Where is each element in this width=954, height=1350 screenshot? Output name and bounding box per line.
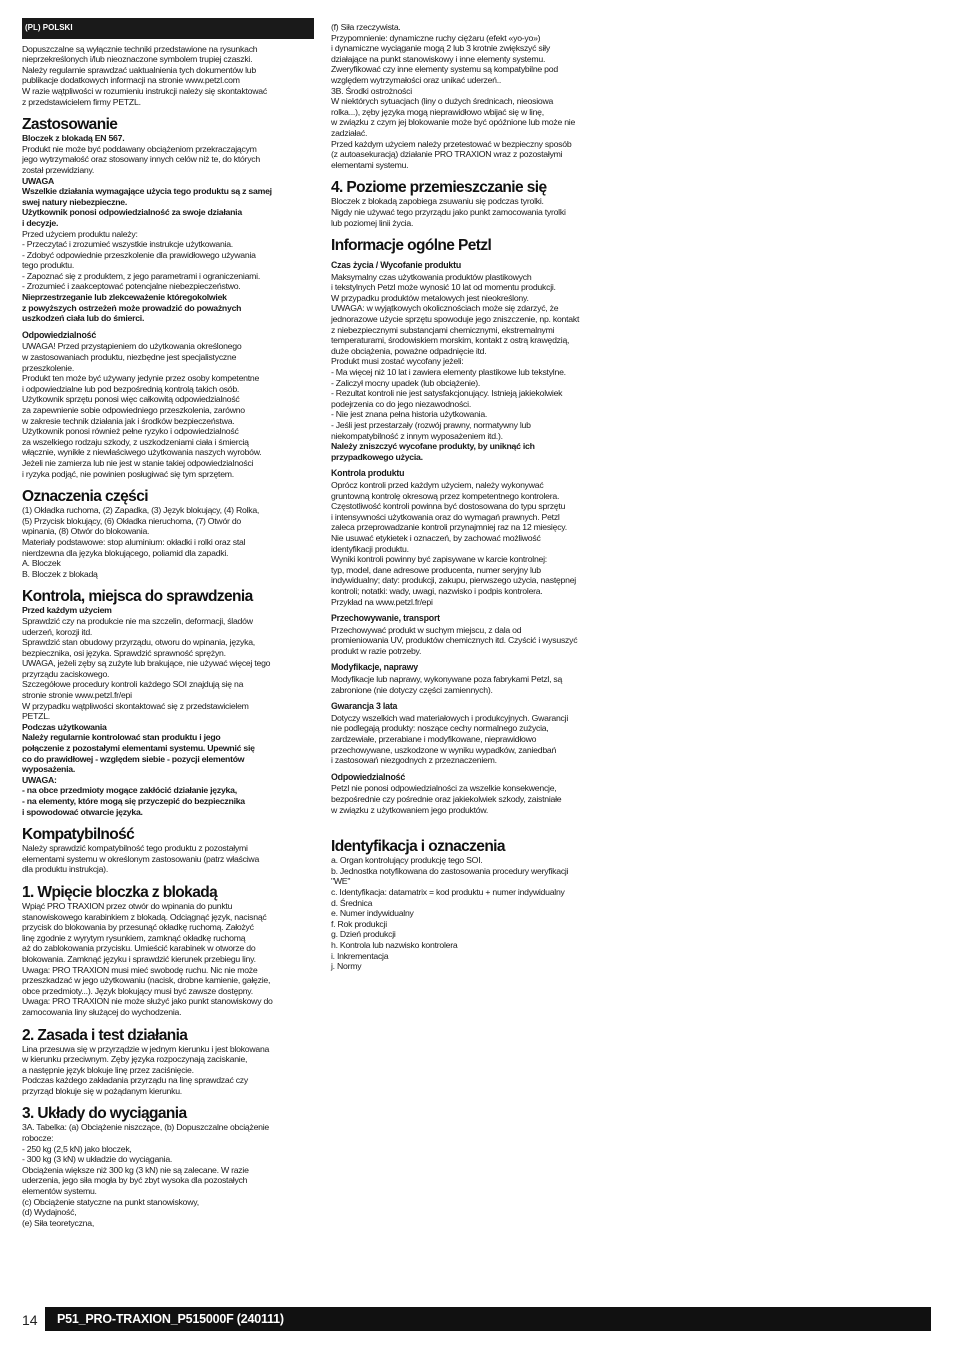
warning-text bbox=[22, 186, 314, 228]
text-line: Zweryfikować czy inne elementy systemu są kompatybilne pod bbox=[331, 64, 558, 75]
text-line: za zapewnienie sobie odpowiedniego przeszkolenia, zarówno bbox=[22, 405, 245, 415]
text-line: indywidualny; daty: produkcji, zakupu, pierwszego użycia, następnej bbox=[331, 575, 576, 586]
text-line: j. Normy bbox=[331, 961, 362, 972]
text-line: bezpiecznika, osi języka. Sprawdzić sprawność sprężyn. bbox=[22, 647, 226, 658]
text-line: Uwaga: PRO TRAXION nie może służyć jako punkt stanowiskowy do bbox=[22, 996, 273, 1007]
text-line: 3A. Tabelka: (a) Obciążenie niszczące, (b) Dopuszczalne obciążenie bbox=[22, 1122, 269, 1133]
text-line: zabronione (nie dotyczy części zamiennych). bbox=[331, 684, 493, 695]
text-line: i zastosowań niezgodnych z przeznaczeniem. bbox=[331, 755, 497, 766]
text-line: Petzl nie ponosi odpowiedzialności za wszelkie konsekwencje, bbox=[331, 783, 557, 794]
text-line: - Nie jest znana pełna historia użytkowania. bbox=[331, 409, 488, 420]
text-line: Produkt musi zostać wycofany jeżeli: bbox=[331, 356, 464, 367]
text-line: Należy regularnie sprawdzać uaktualnienia tych dokumentów lub bbox=[22, 64, 256, 75]
text-line: a. Organ kontrolujący produkcję tego SOI. bbox=[331, 855, 483, 866]
text-line: Należy regularnie kontrolować stan produktu i jego bbox=[22, 732, 221, 743]
text-line: podejrzenia co do jego niezawodności. bbox=[331, 398, 471, 409]
text-line: Nieprzestrzeganie lub zlekceważenie któregokolwiek bbox=[22, 292, 227, 303]
text-line: identyfikacji produktu. bbox=[331, 543, 409, 554]
text-line: przechowywane, uszkodzone w wyniku wypadków, zaniedbań bbox=[331, 744, 557, 755]
text-line: w zastosowaniach produktu, niezbędne jest specjalistyczne bbox=[22, 352, 237, 363]
text-line: Częstotliwość kontroli powinna być dostosowana do typu sprzętu bbox=[331, 501, 566, 512]
text-line: g. Dzień produkcji bbox=[331, 929, 396, 940]
text-line: z przedstawicielem firmy PETZL. bbox=[22, 96, 141, 107]
text-line: z powyższych ostrzeżeń może prowadzić do poważnych bbox=[22, 302, 242, 313]
warning-text bbox=[331, 441, 623, 462]
paragraph bbox=[22, 144, 314, 176]
text-line: 3B. Środki ostrożności bbox=[331, 85, 412, 96]
text-line: tego produktu. bbox=[22, 260, 75, 271]
text-line: - Zapoznać się z produktem, z jego parametrami i ograniczeniami. bbox=[22, 270, 260, 281]
text-line: - na obce przedmioty mogące zakłócić działanie języka, bbox=[22, 785, 237, 796]
text-line: dla produktu instrukcja). bbox=[22, 864, 108, 875]
text-line: przyrządu zaciskowego. bbox=[22, 668, 110, 679]
paragraph bbox=[331, 22, 623, 170]
subtitle: Przed każdym użyciem bbox=[22, 605, 112, 616]
paragraph bbox=[331, 272, 623, 442]
text-line: temperaturami, środowiskiem morskim, kontakt z ostrą krawędzią, bbox=[331, 335, 570, 346]
text-line: Należy sprawdzić kompatybilność tego produktu z pozostałymi bbox=[22, 843, 248, 854]
paragraph bbox=[331, 480, 623, 607]
text-line: typ, model, dane adresowe producenta, numer seryjny lub bbox=[331, 564, 541, 575]
text-line: uszkodzeń ciała lub do śmierci. bbox=[22, 313, 145, 324]
text-line: - Rezultat kontroli nie jest satysfakcjonujący. Istnieją jakiekolwiek bbox=[331, 388, 563, 399]
text-line: i dynamiczne wyciąganie mogą 2 lub 3 krotnie zwiększyć siły bbox=[331, 43, 550, 54]
section-title-info: Informacje ogólne Petzl bbox=[331, 237, 492, 255]
text-line: (c) Obciążenie statyczne na punkt stanowiskowy, bbox=[22, 1196, 199, 1207]
text-line: gruntowną kontrolę okresową przez kompetentnego kontrolera. bbox=[331, 490, 560, 501]
text-line: UWAGA, jeżeli zęby są zużyte lub brakujące, nie używać więcej tego bbox=[22, 658, 271, 669]
text-line: przypadkowego użycia. bbox=[331, 451, 423, 462]
text-line: B. Bloczek z blokadą bbox=[22, 568, 98, 579]
paragraph bbox=[331, 855, 623, 972]
text-line: Wszelkie działania wymagające użycia tego produktu są z samej bbox=[22, 186, 272, 197]
text-line: duże obciążenia, poważne odpadnięcie itd. bbox=[331, 345, 487, 356]
text-line: i odpowiedzialne lub pod bezpośrednią kontrolą takich osób. bbox=[22, 383, 240, 394]
language-header: (PL) POLSKI bbox=[22, 18, 314, 39]
text-line: działające na punkt stanowiskowy i inne elementy systemu. bbox=[331, 53, 546, 64]
section-title-kontrola: Kontrola, miejsca do sprawdzenia bbox=[22, 588, 253, 606]
text-line: i. Inkrementacja bbox=[331, 950, 389, 961]
text-line: linę zgodnie z wyrytym rysunkiem, zamknąć okładkę ruchomą bbox=[22, 932, 246, 943]
text-line: (e) Siła teoretyczna, bbox=[22, 1217, 95, 1228]
subheading-gwarancja: Gwarancja 3 lata bbox=[331, 701, 398, 712]
text-line: uderzenia, jego siła mogła by być zbyt wysoka dla pozostałych bbox=[22, 1175, 248, 1186]
text-line: stronie stronie www.petzl.fr/epi bbox=[22, 690, 132, 701]
text-line: i ryzyka podjąć, nie powinien posługiwać się tym sprzętem. bbox=[22, 468, 234, 479]
text-line: - Jeśli jest przestarzały (rozwój prawny, normatywny lub bbox=[331, 420, 531, 430]
text-line: nie podlegają produkty: noszące cechy normalnego zużycia, bbox=[331, 723, 549, 734]
text-line: c. Identyfikacja: datamatrix = kod produktu + numer indywidualny bbox=[331, 886, 565, 897]
text-line: rolka...), zęby języka mogą nieprawidłowo wbijać się w linę, bbox=[331, 106, 544, 117]
text-line: a następnie język blokuje linę przez zaciśnięcie. bbox=[22, 1064, 194, 1075]
text-line: Uwaga: PRO TRAXION musi mieć swobodę ruchu. Nic nie może bbox=[22, 964, 258, 975]
text-line: - Przeczytać i zrozumieć wszystkie instrukcje użytkowania. bbox=[22, 239, 233, 250]
text-line: Przed każdym użyciem należy przetestować w bezpieczny sposób bbox=[331, 138, 572, 149]
subtitle: Podczas użytkowania bbox=[22, 721, 107, 732]
text-line: W przypadku produktów metalowych jest nieokreślony. bbox=[331, 292, 529, 303]
text-line: zaleca przeprowadzanie kontroli przynajmniej raz na 12 miesięcy. bbox=[331, 522, 567, 533]
text-line: - 300 kg (3 kN) w układzie do wyciągania. bbox=[22, 1154, 173, 1165]
text-line: Przed użyciem produktu należy: bbox=[22, 228, 138, 239]
text-line: lub poziomej linii życia. bbox=[331, 217, 414, 228]
text-line: kontroli; notatki: wady, uwagi, nazwisko i podpis kontrolera. bbox=[331, 585, 543, 596]
text-line: publikacje dodatkowych informacji na stronie www.petzl.com bbox=[22, 75, 240, 86]
subheading-odpowiedzialnosc: Odpowiedzialność bbox=[331, 771, 406, 782]
text-line: e. Numer indywidualny bbox=[331, 908, 414, 919]
text-line: przeszkolenie. bbox=[22, 362, 75, 373]
text-line: nierdzewna dla języka blokującego, poliamid dla zapadki. bbox=[22, 547, 229, 558]
intro-text bbox=[22, 44, 314, 108]
text-line: Sprawdzić stan obudowy przyrządu, otworu do wpinania, języka, bbox=[22, 637, 255, 648]
text-line: i spowodować otwarcie języka. bbox=[22, 806, 143, 817]
text-line: z niebezpiecznymi substancjami chemicznymi, ekstremalnymi bbox=[331, 324, 555, 335]
text-line: nieprzekreślonych i/lub nieoznaczone symbolem trupiej czaszki. bbox=[22, 54, 253, 65]
text-line: za wszelkiego rodzaju szkody, z uszkodzeniami ciała i śmiercią bbox=[22, 436, 249, 447]
text-line: jednorazowe użycie sprzętu spowoduje jego zniszczenie, np. kontakt bbox=[331, 314, 580, 325]
text-line: Bloczek z blokadą zapobiega zsuwaniu się podczas tyrolki. bbox=[331, 196, 544, 207]
text-line: (5) Przycisk blokujący, (6) Okładka nieruchoma, (7) Otwór do bbox=[22, 515, 241, 526]
text-line: w związku z użytkowaniem jego produktów. bbox=[331, 804, 489, 815]
text-line: UWAGA: bbox=[22, 774, 57, 785]
text-line: połączenie z pozostałymi elementami systemu. Upewnić się bbox=[22, 743, 255, 754]
text-line: "WE" bbox=[331, 876, 351, 887]
text-line: względem wytrzymałości oraz unikać uderzeń.. bbox=[331, 74, 502, 85]
section-title-identyfikacja: Identyfikacja i oznaczenia bbox=[331, 838, 505, 856]
text-line: W przypadku wątpliwości skontaktować się z przedstawicielem bbox=[22, 700, 249, 711]
text-line: i tekstylnych Petzl może wynosić 10 lat od momentu produkcji. bbox=[331, 282, 556, 293]
text-line: aż do zablokowania przycisku. Umieścić karabinek w otworze do bbox=[22, 943, 256, 954]
paragraph bbox=[22, 505, 314, 579]
text-line: Materiały podstawowe: stop aluminium: okładki i rolki oraz stal bbox=[22, 536, 246, 547]
text-line: został przewidziany. bbox=[22, 164, 95, 175]
document-reference: P51_PRO-TRAXION_P515000F (240111) bbox=[45, 1307, 931, 1331]
text-line: Dopuszczalne są wyłącznie techniki przedstawione na rysunkach bbox=[22, 43, 258, 54]
warning-text bbox=[22, 732, 314, 817]
text-line: promieniowania UV, produktów chemicznych itd. Czyścić i wysuszyć bbox=[331, 635, 578, 646]
text-line: w związku z czym jej blokowanie może być opóźnione lub może nie bbox=[331, 117, 576, 128]
text-line: zamocowania liny służącej do wychodzenia. bbox=[22, 1006, 182, 1017]
paragraph bbox=[331, 196, 623, 228]
section-title-oznaczenia: Oznaczenia części bbox=[22, 488, 148, 506]
text-line: w kierunku przeciwnym. Zęby języka rozpoczynają zaciskanie, bbox=[22, 1054, 248, 1065]
paragraph bbox=[22, 843, 314, 875]
text-line: Wyniki kontroli powinny być zapisywane w karcie kontrolnej: bbox=[331, 554, 547, 565]
subheading-odpowiedzialnosc: Odpowiedzialność bbox=[22, 329, 97, 340]
text-line: UWAGA! Przed przystąpieniem do użytkowania określonego bbox=[22, 341, 242, 352]
text-line: niekompatybilność z innym wyposażeniem itd.). bbox=[331, 430, 503, 441]
text-line: blokowania. Zamknąć języku i sprawdzić kierunek przebiegu liny. bbox=[22, 953, 256, 964]
text-line: elementami systemu w określonym zastosowaniu (patrz właściwa bbox=[22, 853, 260, 864]
text-line: Produkt nie może być poddawany obciążeniom przekraczającym bbox=[22, 143, 257, 154]
subheading-przechowywanie: Przechowywanie, transport bbox=[331, 613, 440, 624]
section-title-3: 3. Układy do wyciągania bbox=[22, 1105, 187, 1123]
section-title-2: 2. Zasada i test działania bbox=[22, 1026, 188, 1044]
text-line: h. Kontrola lub nazwisko kontrolera bbox=[331, 939, 458, 950]
paragraph bbox=[22, 341, 314, 479]
text-line: Użytkownik ponosi odpowiedzialność za swoje działania bbox=[22, 207, 242, 218]
text-line: - Zdobyć odpowiednie przeszkolenie dla prawidłowego używania bbox=[22, 249, 256, 260]
text-line: robocze: bbox=[22, 1133, 54, 1144]
text-line: - na elementy, które mogą się przyczepić do bezpiecznika bbox=[22, 796, 245, 806]
text-line: obce przedmioty...). Język blokujący musi być zawsze dostępny. bbox=[22, 985, 253, 996]
text-line: - Ma więcej niż 10 lat i zawiera elementy plastikowe lub tekstylne. bbox=[331, 367, 566, 378]
text-line: Oprócz kontroli przed każdym użyciem, należy wykonywać bbox=[331, 479, 544, 490]
paragraph bbox=[22, 1044, 314, 1097]
page-number: 14 bbox=[22, 1312, 38, 1328]
warning-label: UWAGA bbox=[22, 175, 55, 186]
text-line: Lina przesuwa się w przyrządzie w jednym kierunku i jest blokowana bbox=[22, 1043, 270, 1054]
text-line: wyposażenia. bbox=[22, 764, 76, 775]
text-line: Należy zniszczyć wycofane produkty, by uniknąć ich bbox=[331, 441, 535, 452]
left-column bbox=[22, 18, 314, 1228]
text-line: - Zrozumieć i zaakceptować potencjalne niebezpieczeństwo. bbox=[22, 281, 241, 292]
text-line: f. Rok produkcji bbox=[331, 918, 387, 929]
text-line: Produkt ten może być używany jedynie przez osoby kompetentne bbox=[22, 373, 260, 384]
text-line: zadziałać. bbox=[331, 127, 368, 138]
text-line: Dotyczy wszelkich wad materiałowych i produkcyjnych. Gwarancji bbox=[331, 712, 569, 723]
text-line: elementów systemu. bbox=[22, 1186, 97, 1197]
text-line: Przypomnienie: dynamiczne ruchy ciężaru (efekt «yo-yo») bbox=[331, 32, 541, 43]
text-line: UWAGA: w wyjątkowych okolicznościach może się zdarzyć, że bbox=[331, 303, 559, 314]
text-line: Sprawdzić czy na produkcie nie ma szczelin, deformacji, śladów bbox=[22, 615, 253, 626]
text-line: bezpośrednie czy pośrednie oraz jakiekolwiek szkody, zaistniałe bbox=[331, 794, 562, 804]
text-line: (f) Siła rzeczywista. bbox=[331, 22, 401, 32]
text-line: W niektórych sytuacjach (liny o dużych średnicach, nieosiowa bbox=[331, 96, 554, 107]
text-line: przycisk do blokowania by przesunąć okładkę ruchomą. Założyć bbox=[22, 922, 254, 933]
warning-text bbox=[22, 292, 314, 324]
text-line: stanowiskowego karabinkiem z blokadą. Odciągnąć język, nacisnąć bbox=[22, 911, 267, 922]
text-line: Użytkownik ponosi również pełne ryzyko i odpowiedzialność bbox=[22, 426, 239, 437]
text-line: w zakresie technik działania jak i środków bezpieczeństwa. bbox=[22, 415, 235, 426]
subheading-kontrola: Kontrola produktu bbox=[331, 468, 405, 479]
text-line: PETZL. bbox=[22, 711, 50, 722]
text-line: (z autoasekuracją) działanie PRO TRAXION wraz z pozostałymi bbox=[331, 149, 563, 160]
paragraph bbox=[331, 783, 623, 815]
text-line: Podczas każdego zakładania przyrządu na linę sprawdzać czy bbox=[22, 1075, 248, 1086]
text-line: co do prawidłowej - względem siebie - pozycji elementów bbox=[22, 753, 245, 764]
subheading-modyfikacje: Modyfikacje, naprawy bbox=[331, 662, 418, 673]
subtitle: Bloczek z blokadą EN 567. bbox=[22, 133, 125, 144]
text-line: W razie wątpliwości w rozumieniu instrukcji należy się skontaktować bbox=[22, 85, 267, 96]
text-line: i intensywności użytkowania oraz do wymagań prawnych. Petzl bbox=[331, 511, 560, 522]
text-line: Modyfikacje lub naprawy, wykonywane poza fabrykami Petzl, są bbox=[331, 674, 563, 685]
section-title-kompatybilnosc: Kompatybilność bbox=[22, 826, 135, 844]
text-line: d. Średnica bbox=[331, 897, 373, 908]
text-line: zardzewiałe, przerabiane i modyfikowane, nieprawidłowo bbox=[331, 734, 537, 745]
text-line: (d) Wydajność, bbox=[22, 1207, 77, 1218]
paragraph bbox=[22, 229, 314, 293]
text-line: - Zaliczył mocny upadek (lub obciążenie). bbox=[331, 377, 481, 388]
section-title-zastosowanie: Zastosowanie bbox=[22, 116, 118, 134]
paragraph bbox=[22, 616, 314, 722]
text-line: jego wytrzymałość oraz stosowany innych celów niż te, do których bbox=[22, 154, 260, 165]
section-title-1: 1. Wpięcie bloczka z blokadą bbox=[22, 883, 218, 901]
text-line: wpinania, (8) Otwór do blokowania. bbox=[22, 526, 150, 537]
text-line: i decyzje. bbox=[22, 217, 59, 228]
section-title-4: 4. Poziome przemieszczanie się bbox=[331, 179, 547, 197]
text-line: włącznie, wynikłe z niewłaściwego użytkowania naszych wyrobów. bbox=[22, 447, 262, 458]
text-line: Przechowywać produkt w suchym miejscu, z dala od bbox=[331, 624, 522, 635]
subheading-czas: Czas życia / Wycofanie produktu bbox=[331, 260, 462, 271]
text-line: b. Jednostka notyfikowana do zastosowania procedury weryfikacji bbox=[331, 865, 569, 876]
text-line: Jeżeli nie zamierza lub nie jest w stanie takiej odpowiedzialności bbox=[22, 457, 254, 468]
text-line: Wpiąć PRO TRAXION przez otwór do wpinania do punktu bbox=[22, 900, 233, 911]
text-line: Obciążenia większe niż 300 kg (3 kN) nie są zalecane. W razie bbox=[22, 1164, 249, 1175]
text-line: Maksymalny czas użytkowania produktów plastikowych bbox=[331, 271, 532, 282]
text-line: Szczegółowe procedury kontroli każdego SOI znajdują się na bbox=[22, 679, 244, 690]
paragraph bbox=[331, 674, 623, 695]
paragraph bbox=[331, 625, 623, 657]
text-line: przeszkadzać w jego użytkowaniu (nacisk, drobne kamienie, gałęzie, bbox=[22, 975, 271, 986]
text-line: uderzeń, korozji itd. bbox=[22, 626, 93, 637]
text-line: swej natury niebezpieczne. bbox=[22, 196, 128, 207]
text-line: produkt w razie potrzeby. bbox=[331, 645, 422, 656]
text-line: (1) Okładka ruchoma, (2) Zapadka, (3) Język blokujący, (4) Rolka, bbox=[22, 505, 260, 516]
text-line: Użytkownik sprzętu ponosi więc całkowitą odpowiedzialność bbox=[22, 394, 240, 405]
paragraph bbox=[22, 1122, 314, 1228]
text-line: Nie usuwać etykietek i oznaczeń, by zachować możliwość bbox=[331, 532, 541, 543]
text-line: A. Bloczek bbox=[22, 558, 61, 569]
text-line: elementami systemu. bbox=[331, 159, 409, 170]
text-line: - 250 kg (2,5 kN) jako bloczek, bbox=[22, 1143, 132, 1154]
text-line: przyrząd blokuje się w pożądanym kierunku. bbox=[22, 1085, 182, 1096]
right-column bbox=[331, 22, 623, 972]
text-line: Nigdy nie używać tego przyrządu jako punkt zamocowania tyrolki bbox=[331, 206, 566, 217]
text-line: Przykład na www.petzl.fr/epi bbox=[331, 596, 433, 607]
paragraph bbox=[331, 713, 623, 766]
paragraph bbox=[22, 901, 314, 1018]
